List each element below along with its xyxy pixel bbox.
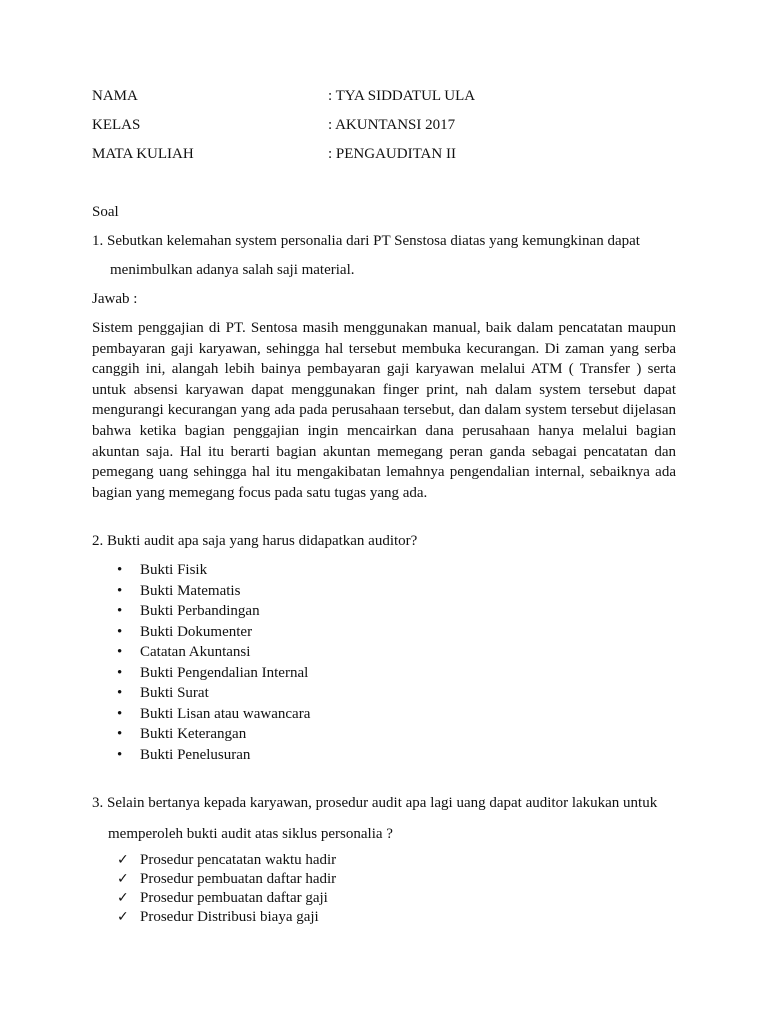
- answer-1-paragraph: Sistem penggajian di PT. Sentosa masih menggunakan manual, baik dalam pencatatan maupun pembayaran gaji karyawan, sehingga hal tersebut membuka kecurangan. Di zaman yang serba canggih ini, alangah lebih bainya pembayaran gaji karyawan melalui ATM ( Transfer ) serta untuk absensi karyawan dapat menggunakan finger print, nah dalam system tersebut dapat mengurangi kecurangan yang ada pada perusahaan tersebut, dan dalam system tersebut dijelasan bahwa ketika bagian penggajian ingin mencairkan dana perusahaan hanya melalui bagian akuntan saja. Hal itu berarti bagian akuntan memegang peran ganda sebagai pencatatan dan pemegang uang sehingga hal itu mengakibatan lemahnya pengendalian internal, sebaiknya ada bagian yang memegang focus pada satu tugas yang ada.: [92, 320, 676, 501]
- bullet-icon: •: [117, 582, 123, 599]
- bullet-icon: •: [117, 726, 123, 742]
- bullet-icon: •: [117, 623, 123, 640]
- jawab-label: Jawab :: [92, 291, 138, 307]
- question-3-line-1: 3. Selain bertanya kepada karyawan, prosedur audit apa lagi uang dapat auditor lakukan untuk: [92, 795, 658, 811]
- question-1-line-2: menimbulkan adanya salah saji material.: [110, 262, 355, 278]
- class-label: KELAS: [92, 117, 141, 133]
- bullet-icon: •: [117, 644, 123, 660]
- question-1-line-1: 1. Sebutkan kelemahan system personalia dari PT Senstosa diatas yang kemungkinan dapat: [92, 233, 640, 249]
- name-value: : TYA SIDDATUL ULA: [328, 88, 476, 104]
- bullet-icon: •: [117, 664, 123, 681]
- course-value: : PENGAUDITAN II: [328, 146, 456, 162]
- bullet-icon: •: [117, 603, 123, 619]
- name-label: NAMA: [92, 88, 138, 104]
- checkmark-icon: ✓: [117, 871, 129, 887]
- document-page: NAMA : TYA SIDDATUL ULA KELAS : AKUNTANSI 2017 MATA KULIAH : PENGAUDITAN II Soal 1. Sebutkan kelemahan system personalia dari PT Senstosa diatas yang kemungkinan dapat menimbulkan adanya salah saji material. Jawab : Sistem penggajian di PT. Sentosa masih menggunakan manual, baik dalam pencatatan maupun pembayaran gaji karyawan, sehingga hal tersebut membuka kecurangan. Di zaman yang serba canggih ini, alangah lebih bainya pembayaran gaji karyawan melalui ATM ( Transfer ) serta untuk absensi karyawan dapat menggunakan finger print, nah dalam system tersebut dapat mengurangi kecurangan yang ada pada perusahaan tersebut, dan dalam system tersebut dijelasan bahwa ketika bagian penggajian ingin mencairkan dana perusahaan hanya melalui bagian akuntan saja. Hal itu berarti bagian akuntan memegang peran ganda sebagai pencatatan dan pemegang uang sehingga hal itu mengakibatan lemahnya pengendalian internal, sebaiknya ada bagian yang memegang focus pada satu tugas yang ada. 2. Bukti audit apa saja yang harus didapatkan auditor? • Bukti Fisik • Bukti Matematis • Bukti Perbandingan • Bukti Dokumenter • Catatan Akuntansi • Bukti Pengendalian Internal • Bukti Surat • Bukti Lisan atau wawancara • Bukti Keterangan • Bukti Penelusuran 3. Selain bertanya kepada karyawan, prosedur audit apa lagi uang dapat auditor lakukan untuk memperoleh bukti audit atas siklus personalia ? ✓ Prosedur pencatatan waktu hadir ✓ Prosedur pembuatan daftar hadir ✓ Prosedur pembuatan daftar gaji ✓ Prosedur Distribusi biaya gaji: [92, 88, 676, 925]
- checkmark-icon: ✓: [117, 909, 129, 925]
- bullet-icon: •: [117, 705, 123, 722]
- checkmark-icon: ✓: [117, 890, 129, 906]
- bullet-icon: •: [117, 685, 123, 701]
- question-2: 2. Bukti audit apa saja yang harus didapatkan auditor?: [92, 533, 418, 549]
- class-value: : AKUNTANSI 2017: [328, 117, 456, 133]
- bullet-icon: •: [117, 746, 123, 763]
- checkmark-icon: ✓: [117, 852, 129, 868]
- question-3-line-2: memperoleh bukti audit atas siklus personalia ?: [108, 826, 393, 842]
- course-label: MATA KULIAH: [92, 146, 194, 162]
- soal-heading: Soal: [92, 204, 119, 220]
- bullet-icon: •: [117, 562, 123, 578]
